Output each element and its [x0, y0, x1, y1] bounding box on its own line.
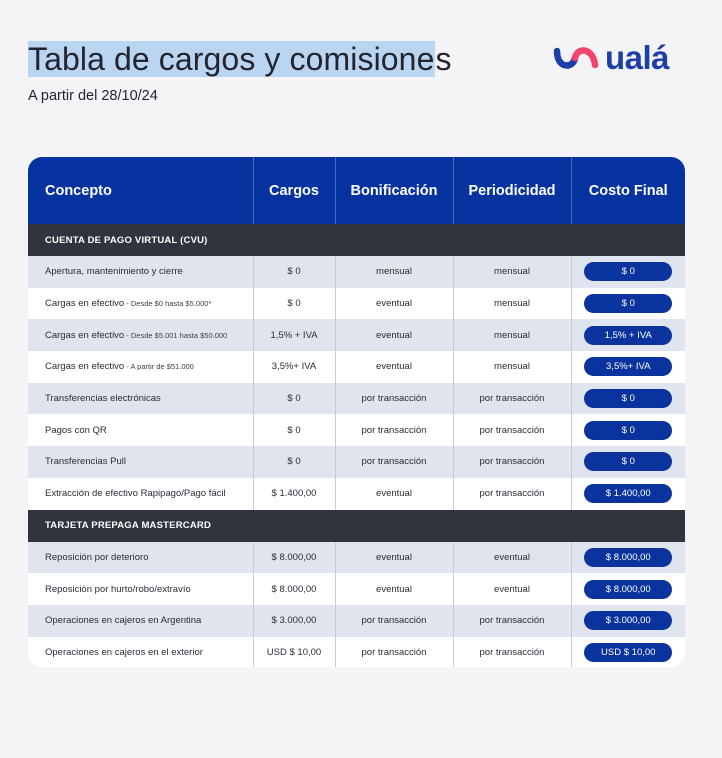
bonificacion-cell: eventual	[335, 351, 453, 383]
concept-label: Reposición por hurto/robo/extravío	[45, 583, 191, 595]
table-row	[28, 478, 685, 510]
concept-cell	[28, 478, 253, 510]
periodicidad-cell: mensual	[453, 288, 571, 320]
costo-final-cell	[571, 573, 685, 605]
uala-logo-icon	[553, 43, 599, 73]
costo-final-cell	[571, 256, 685, 288]
costo-final-badge: $ 3.000,00	[584, 611, 672, 630]
concept-label: Reposición por deterioro	[45, 551, 149, 563]
cargos-cell: USD $ 10,00	[253, 637, 335, 667]
bonificacion-cell: por transacción	[335, 446, 453, 478]
concept-label: Extracción de efectivo Rapipago/Pago fácil	[45, 488, 226, 500]
bonificacion-cell: por transacción	[335, 383, 453, 415]
concept-note: - Desde $5.001 hasta $50.000	[124, 330, 228, 340]
costo-final-cell	[571, 446, 685, 478]
costo-final-badge: $ 0	[584, 262, 672, 281]
bonificacion-cell: eventual	[335, 288, 453, 320]
table-row	[28, 605, 685, 637]
cargos-cell: $ 0	[253, 414, 335, 446]
bonificacion-cell: por transacción	[335, 605, 453, 637]
table-header-row	[28, 157, 685, 224]
periodicidad-cell: por transacción	[453, 383, 571, 415]
header-costo-final: Costo Final	[571, 157, 685, 224]
concept-label: Cargas en efectivo	[45, 361, 125, 373]
periodicidad-cell: por transacción	[453, 414, 571, 446]
table-body	[28, 224, 685, 667]
fees-table-card	[28, 157, 685, 667]
table-header	[28, 157, 685, 224]
section-title: CUENTA DE PAGO VIRTUAL (CVU)	[45, 234, 208, 246]
concept-cell	[28, 605, 253, 637]
cargos-cell: $ 3.000,00	[253, 605, 335, 637]
costo-final-badge: $ 8.000,00	[584, 580, 672, 599]
costo-final-badge: $ 0	[584, 294, 672, 313]
periodicidad-cell: mensual	[453, 256, 571, 288]
costo-final-cell	[571, 351, 685, 383]
table-row	[28, 414, 685, 446]
header-bonificacion: Bonificación	[335, 157, 453, 224]
concept-label: Transferencias electrónicas	[45, 393, 161, 405]
concept-cell	[28, 288, 253, 320]
uala-logo	[553, 38, 669, 78]
page-title	[28, 38, 452, 80]
costo-final-badge: $ 8.000,00	[584, 548, 672, 567]
costo-final-badge: USD $ 10,00	[584, 643, 672, 662]
periodicidad-cell: mensual	[453, 319, 571, 351]
cargos-cell: 3,5%+ IVA	[253, 351, 335, 383]
costo-final-cell	[571, 542, 685, 574]
section-title: TARJETA PREPAGA MASTERCARD	[45, 520, 211, 531]
bonificacion-cell: por transacción	[335, 637, 453, 667]
page-title-highlighted: Tabla de cargos y comisione	[28, 41, 435, 77]
table-row	[28, 542, 685, 574]
header-periodicidad: Periodicidad	[453, 157, 571, 224]
concept-label: Operaciones en cajeros en el exterior	[45, 646, 203, 658]
concept-cell	[28, 446, 253, 478]
costo-final-cell	[571, 319, 685, 351]
table-row	[28, 351, 685, 383]
section-header-row	[28, 224, 685, 256]
periodicidad-cell: por transacción	[453, 637, 571, 667]
costo-final-badge: 1,5% + IVA	[584, 326, 672, 345]
periodicidad-cell: eventual	[453, 573, 571, 605]
concept-note: - Desde $0 hasta $5.000*	[124, 299, 212, 309]
costo-final-cell	[571, 414, 685, 446]
bonificacion-cell: eventual	[335, 319, 453, 351]
costo-final-cell	[571, 637, 685, 667]
bonificacion-cell: por transacción	[335, 414, 453, 446]
concept-cell	[28, 383, 253, 415]
concept-label: Pagos con QR	[45, 424, 107, 436]
bonificacion-cell: eventual	[335, 573, 453, 605]
page-title-rest: s	[435, 41, 452, 77]
table-row	[28, 288, 685, 320]
cargos-cell: $ 0	[253, 288, 335, 320]
table-row	[28, 256, 685, 288]
periodicidad-cell: eventual	[453, 542, 571, 574]
concept-label: Apertura, mantenimiento y cierre	[45, 266, 183, 278]
costo-final-cell	[571, 478, 685, 510]
uala-logo-text: ualá	[605, 39, 670, 76]
periodicidad-cell: mensual	[453, 351, 571, 383]
table-row	[28, 637, 685, 667]
concept-label: Cargas en efectivo	[45, 298, 125, 310]
costo-final-badge: $ 0	[584, 421, 672, 440]
section-header-row	[28, 510, 685, 542]
costo-final-cell	[571, 383, 685, 415]
costo-final-badge: $ 1.400,00	[584, 484, 672, 503]
concept-cell	[28, 256, 253, 288]
header-cargos: Cargos	[253, 157, 335, 224]
concept-label: Operaciones en cajeros en Argentina	[45, 615, 202, 627]
page-subtitle: A partir del 28/10/24	[28, 88, 158, 104]
table-row	[28, 446, 685, 478]
bonificacion-cell: eventual	[335, 542, 453, 574]
cargos-cell: $ 0	[253, 446, 335, 478]
concept-cell	[28, 414, 253, 446]
concept-note: - A partir de $51.000	[124, 362, 194, 372]
concept-label: Transferencias Pull	[45, 456, 126, 468]
cargos-cell: $ 0	[253, 256, 335, 288]
cargos-cell: $ 1.400,00	[253, 478, 335, 510]
table-row	[28, 573, 685, 605]
concept-label: Cargas en efectivo	[45, 329, 125, 341]
table-row	[28, 383, 685, 415]
costo-final-cell	[571, 288, 685, 320]
fees-table	[28, 157, 685, 667]
concept-cell	[28, 351, 253, 383]
table-row	[28, 319, 685, 351]
costo-final-badge: $ 0	[584, 452, 672, 471]
cargos-cell: $ 8.000,00	[253, 542, 335, 574]
bonificacion-cell: mensual	[335, 256, 453, 288]
cargos-cell: 1,5% + IVA	[253, 319, 335, 351]
costo-final-badge: $ 0	[584, 389, 672, 408]
cargos-cell: $ 0	[253, 383, 335, 415]
costo-final-badge: 3,5%+ IVA	[584, 357, 672, 376]
costo-final-cell	[571, 605, 685, 637]
header-concepto: Concepto	[45, 182, 112, 199]
bonificacion-cell: eventual	[335, 478, 453, 510]
concept-cell	[28, 319, 253, 351]
concept-cell	[28, 542, 253, 574]
periodicidad-cell: por transacción	[453, 478, 571, 510]
concept-cell	[28, 573, 253, 605]
periodicidad-cell: por transacción	[453, 446, 571, 478]
periodicidad-cell: por transacción	[453, 605, 571, 637]
concept-cell	[28, 637, 253, 667]
cargos-cell: $ 8.000,00	[253, 573, 335, 605]
